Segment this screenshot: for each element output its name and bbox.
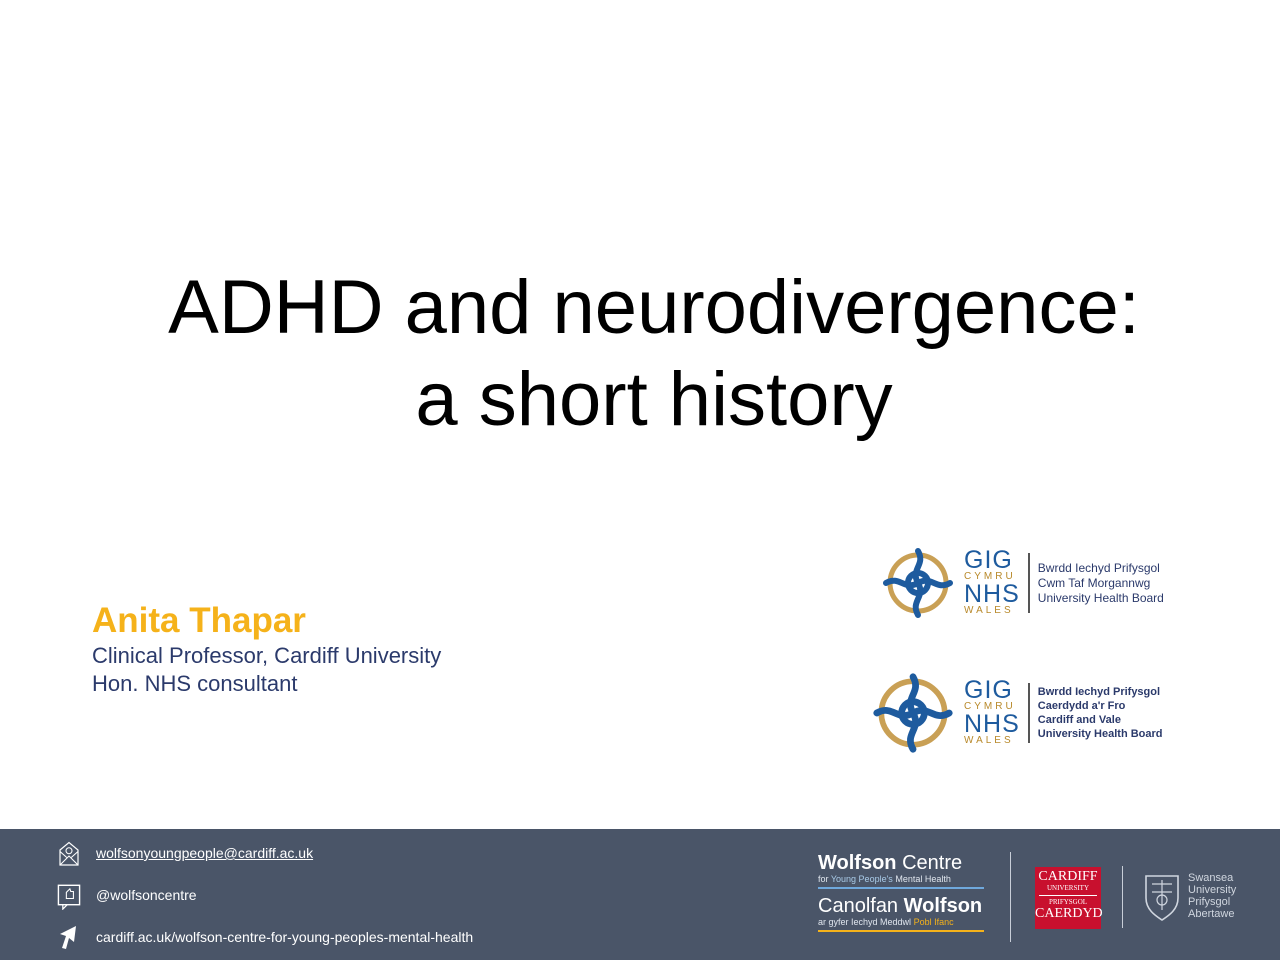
slide-title-line-1: ADHD and neurodivergence:: [168, 265, 1140, 350]
swansea-university-logo: [1142, 870, 1236, 922]
cwm-taf-health-board-logo: [882, 545, 1164, 621]
wolfson-welsh-underline: [818, 930, 984, 932]
website-link[interactable]: cardiff.ac.uk/wolfson-centre-for-young-peoples-mental-health: [96, 929, 474, 945]
website-contact[interactable]: [54, 922, 473, 952]
health-board-line: Bwrdd Iechyd Prifysgol: [1037, 560, 1160, 575]
health-board-name: [1038, 685, 1163, 741]
footer-divider: [1010, 852, 1011, 942]
celtic-knot-icon: [882, 545, 954, 621]
arrow-pointer-icon: [54, 922, 84, 952]
slide-title-line-2: a short history: [415, 357, 893, 442]
slide-title: [0, 262, 1280, 446]
wolfson-welsh-title: Canolfan Wolfson: [818, 895, 983, 917]
author-role-1: Clinical Professor, Cardiff University: [92, 643, 442, 668]
gig-text: GIG: [964, 546, 1013, 574]
wolfson-centre-logo: [818, 852, 984, 932]
nhs-text: NHS: [964, 580, 1020, 608]
divider: [1028, 553, 1030, 613]
gig-text: GIG: [964, 676, 1013, 704]
cardiff-university-logo: CARDIFF UNIVERSITY PRIFYSGOL CAERDYD: [1035, 867, 1101, 929]
swansea-crest-icon: [1142, 870, 1182, 922]
wolfson-title: Wolfson Centre: [818, 852, 963, 874]
health-board-line: Cwm Taf Morgannwg: [1037, 575, 1151, 590]
celtic-knot-icon: [872, 670, 954, 756]
nhs-wordmark: [964, 546, 1020, 617]
health-board-line: Bwrdd Iechyd Prifysgol: [1037, 686, 1161, 698]
wales-text: WALES: [964, 735, 1014, 746]
health-board-line: University Health Board: [1037, 728, 1163, 740]
email-contact[interactable]: [54, 838, 313, 868]
nhs-wordmark: [964, 676, 1020, 747]
health-board-line: Cardiff and Vale: [1037, 714, 1121, 726]
social-post-icon: [54, 880, 84, 910]
email-link[interactable]: wolfsonyoungpeople@cardiff.ac.uk: [96, 845, 314, 861]
wolfson-subtitle: for Young People's Mental Health: [818, 874, 951, 884]
author-role-2: Hon. NHS consultant: [92, 671, 298, 696]
swansea-wordmark: Swansea University Prifysgol Abertawe: [1188, 872, 1237, 920]
divider: [1028, 683, 1030, 743]
health-board-name: [1038, 561, 1164, 606]
wales-text: WALES: [964, 605, 1014, 616]
cymru-text: CYMRU: [964, 571, 1016, 582]
twitter-contact[interactable]: [54, 880, 197, 910]
author-name: Anita Thapar: [92, 601, 306, 640]
footer-divider: [1122, 866, 1123, 928]
twitter-handle[interactable]: @wolfsoncentre: [96, 887, 197, 903]
nhs-text: NHS: [964, 710, 1020, 738]
author-block: [92, 600, 441, 698]
health-board-line: University Health Board: [1037, 590, 1164, 605]
health-board-line: Caerdydd a'r Fro: [1037, 700, 1126, 712]
cardiff-vale-health-board-logo: [872, 670, 1163, 756]
wolfson-welsh-subtitle: ar gyfer Iechyd Meddwl Pobl Ifanc: [818, 917, 954, 927]
email-icon: [54, 838, 84, 868]
cymru-text: CYMRU: [964, 701, 1016, 712]
wolfson-underline: [818, 887, 984, 889]
